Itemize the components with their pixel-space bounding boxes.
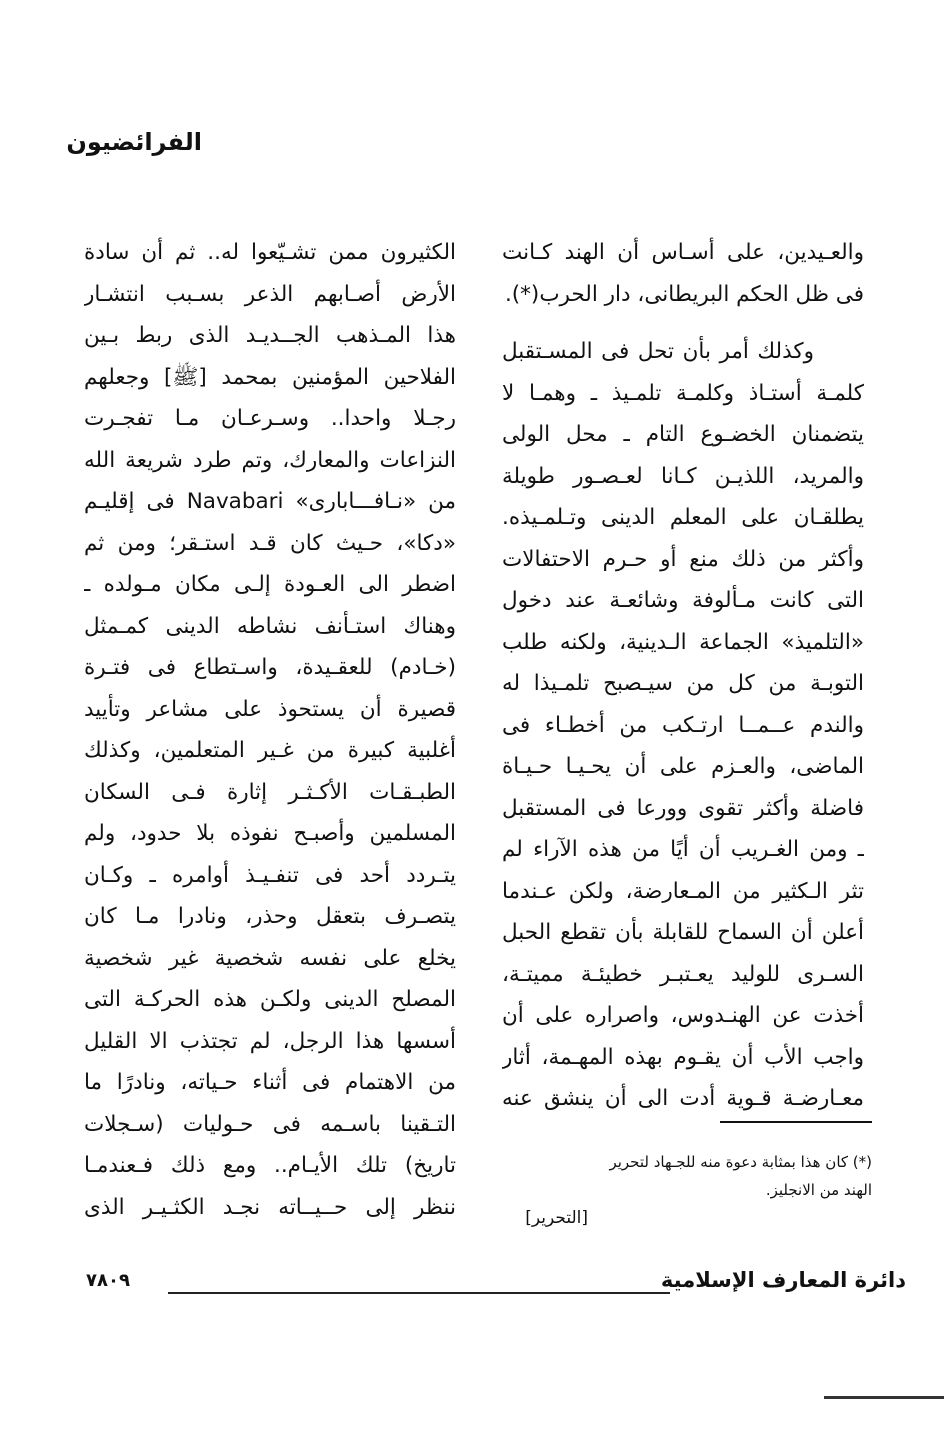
right-text-column xyxy=(502,232,864,1120)
scan-edge-mark xyxy=(824,1396,944,1399)
text-line: والعـيدين، على أسـاس أن الهند كـانت xyxy=(502,240,864,265)
footnote-line: الهند من الانجليز. xyxy=(765,1181,872,1199)
text-line: وكذلك أمر بأن تحل فى المسـتقبل xyxy=(502,339,814,364)
text-line: أعلن أن السماح للقابلة بأن تقطع الحبل xyxy=(502,920,864,945)
text-line: والندم عــمــا ارتـكب من أخطـاء فى xyxy=(502,712,864,738)
text-line: أخذت عن الهنـدوس، واصراره على أن xyxy=(502,1003,864,1028)
text-line: رجـلا واحدا.. وسـرعـان مـا تفجـرت xyxy=(84,406,456,431)
text-line: واجب الأب أن يقـوم بهذه المهـمة، أثار xyxy=(502,1044,864,1070)
text-line: ننظر إلى حــيــاته نجـد الكثـيـر الذى xyxy=(84,1194,456,1220)
text-line: التوبـة من كل من سيـصبح تلمـيذا له xyxy=(502,671,864,696)
footer-divider xyxy=(168,1292,670,1294)
text-line: المصلح الدينى ولكـن هذه الحركـة التى xyxy=(84,987,456,1012)
text-line: يطلقـان على المعلم الدينى وتـلمـيذه. xyxy=(502,505,864,530)
text-line: الطبـقـات الأكـثـر إثارة فـى السكان xyxy=(84,779,456,805)
footnote-divider xyxy=(720,1121,872,1123)
text-line: المسلمين وأصبـح نفوذه بلا حدود، ولم xyxy=(84,821,456,846)
text-line: (خـادم) للعقـيدة، واسـتطاع فى فتـرة xyxy=(84,655,456,680)
text-line: النزاعات والمعارك، وتم طرد شريعة الله xyxy=(84,447,456,473)
text-line: التى كانت مـألوفة وشائعـة عند دخول xyxy=(502,588,864,613)
text-line: الكثيرون ممن تشـيّعوا له.. ثم أن سادة xyxy=(84,240,456,265)
text-line: قصيرة أن يستحوذ على مشاعر وتأييد xyxy=(84,696,456,722)
left-text-column xyxy=(84,232,456,1228)
text-line: والمريد، اللذيـن كـانا لعـصـور طويلة xyxy=(502,463,864,489)
text-line: اضطر الى العـودة إلـى مكان مـولده ـ xyxy=(84,572,456,597)
text-line: من الاهتمام فى أثناء حـياته، ونادرًا ما xyxy=(84,1070,456,1095)
text-line: الأرض أصـابهم الذعر بسـبب انتشـار xyxy=(84,281,456,307)
footnote-editor-tag: [التحرير] xyxy=(525,1208,588,1228)
page-title: الفرائضيون xyxy=(66,128,202,156)
text-line: من «نـافـــابارى» Navabari فى إقليـم xyxy=(84,489,456,514)
text-line: هذا المـذهب الجــديـد الذى ربط بـين xyxy=(84,323,456,348)
text-line: وأكثر من ذلك منع أو حـرم الاحتفالات xyxy=(502,546,864,572)
text-line: يتصـرف بتعقل وحذر، ونادرا مـا كان xyxy=(84,904,456,929)
text-line: أسسها هذا الرجل، لم تجتذب الا القليل xyxy=(84,1028,456,1054)
text-line: «دكا»، حـيث كان قـد استـقر؛ ومن ثم xyxy=(84,530,456,556)
text-line: تاريخ) تلك الأيـام.. ومع ذلك فـعندمـا xyxy=(84,1153,456,1178)
text-line: فاضلة وأكثر تقوى وورعا فى المستقبل xyxy=(502,795,864,821)
text-line: يتـردد أحد فى تنفـيـذ أوامره ـ وكـان xyxy=(84,862,456,888)
page-footer xyxy=(86,1268,906,1304)
text-line: تثر الـكثير من المـعارضة، ولكن عـندما xyxy=(502,878,864,904)
text-line: وهناك استـأنف نشاطه الدينى كمـمثل xyxy=(84,613,456,639)
footnote xyxy=(502,1148,872,1204)
footer-journal-title: دائرة المعارف الإسلامية xyxy=(660,1268,906,1292)
text-line: الفلاحين المؤمنين بمحمد [ﷺ] وجعلهم xyxy=(84,364,456,390)
text-line: «التلميذ» الجماعة الـدينية، ولكنه طلب xyxy=(502,629,864,655)
text-line: ـ ومن الغـريب أن أيًا من هذه الآراء لم xyxy=(502,837,864,862)
footnote-line: (*) كان هذا بمثابة دعوة منه للجـهاد لتحرير xyxy=(609,1153,872,1171)
text-line: فى ظل الحكم البريطانى، دار الحرب(*). xyxy=(504,281,864,307)
text-line: معـارضـة قـوية أدت الى أن ينشق عنه xyxy=(502,1086,864,1111)
text-line: كلمـة أستـاذ وكلمـة تلمـيذ ـ وهمـا لا xyxy=(502,380,864,406)
text-line: التـقينا باسـمه فى حـوليات (سـجلات xyxy=(84,1111,456,1137)
text-line: السـرى للوليد يعـتبـر خطيئـة مميتـة، xyxy=(502,961,864,987)
page-number: ٧٨٠٩ xyxy=(86,1270,130,1291)
text-line: يخلع على نفسه شخصية غير شخصية xyxy=(84,945,456,971)
text-line: يتضمنان الخضـوع التام ـ محل الولى xyxy=(502,422,864,447)
text-line: أغلبية كبيرة من غـير المتعلمين، وكذلك xyxy=(84,738,456,763)
text-line: الماضى، والعـزم على أن يحـيـا حـيـاة xyxy=(502,754,864,779)
